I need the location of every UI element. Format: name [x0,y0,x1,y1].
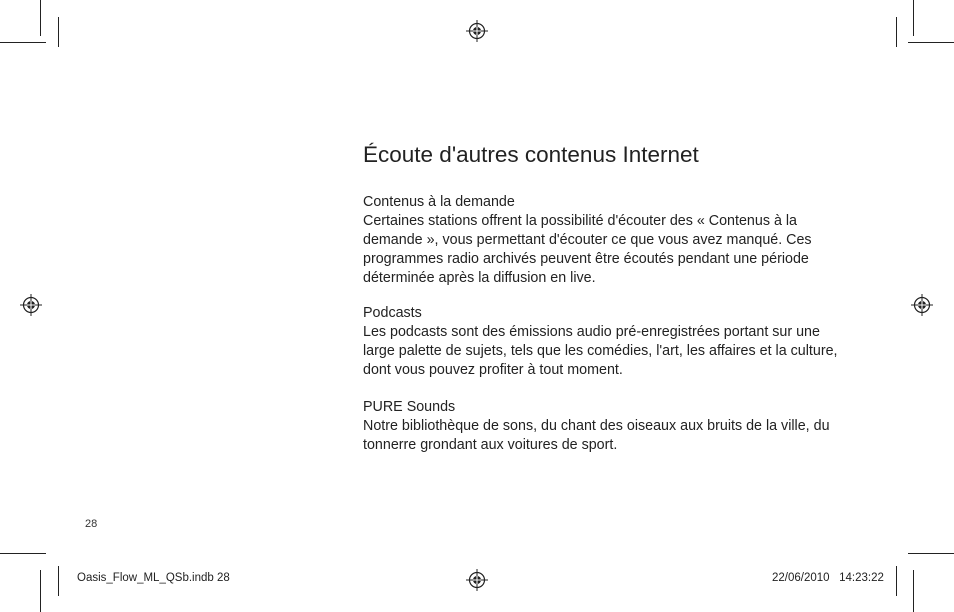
registration-mark-icon [466,20,488,42]
page-number: 28 [85,518,98,530]
crop-mark-icon [908,42,954,43]
registration-mark-icon [911,294,933,316]
section-pure-sounds [363,398,853,455]
section-heading: Podcasts [363,305,422,321]
section-body: Notre bibliothèque de sons, du chant des oiseaux aux bruits de la ville, du tonnerre grondant aux voitures de sport. [363,418,830,453]
crop-mark-icon [58,566,59,596]
crop-mark-icon [40,570,41,612]
crop-mark-icon [58,17,59,47]
registration-mark-icon [20,294,42,316]
crop-mark-icon [0,42,46,43]
registration-mark-icon [466,569,488,591]
crop-mark-icon [896,17,897,47]
page-title: Écoute d'autres contenus Internet [363,142,699,167]
section-heading: Contenus à la demande [363,194,515,210]
page-content [363,141,853,169]
section-heading: PURE Sounds [363,399,456,415]
crop-mark-icon [908,553,954,554]
section-body: Certaines stations offrent la possibilité d'écouter des « Contenus à la demande », vous permettant d'écouter ce que vous avez manqué. Ces programmes radio archivés peuvent être écoutés pendant une période déterminée après la diffusion en live. [363,213,812,286]
slug-datetime: 22/06/2010 14:23:22 [772,572,884,584]
section-on-demand [363,193,853,288]
slug-filename: Oasis_Flow_ML_QSb.indb 28 [77,572,230,584]
crop-mark-icon [40,0,41,36]
crop-mark-icon [896,566,897,596]
crop-mark-icon [913,0,914,36]
crop-mark-icon [0,553,46,554]
section-body: Les podcasts sont des émissions audio pré-enregistrées portant sur une large palette de sujets, tels que les comédies, l'art, les affaires et la culture, dont vous pouvez profiter à tout moment. [363,324,838,378]
crop-mark-icon [913,570,914,612]
section-podcasts [363,304,853,380]
